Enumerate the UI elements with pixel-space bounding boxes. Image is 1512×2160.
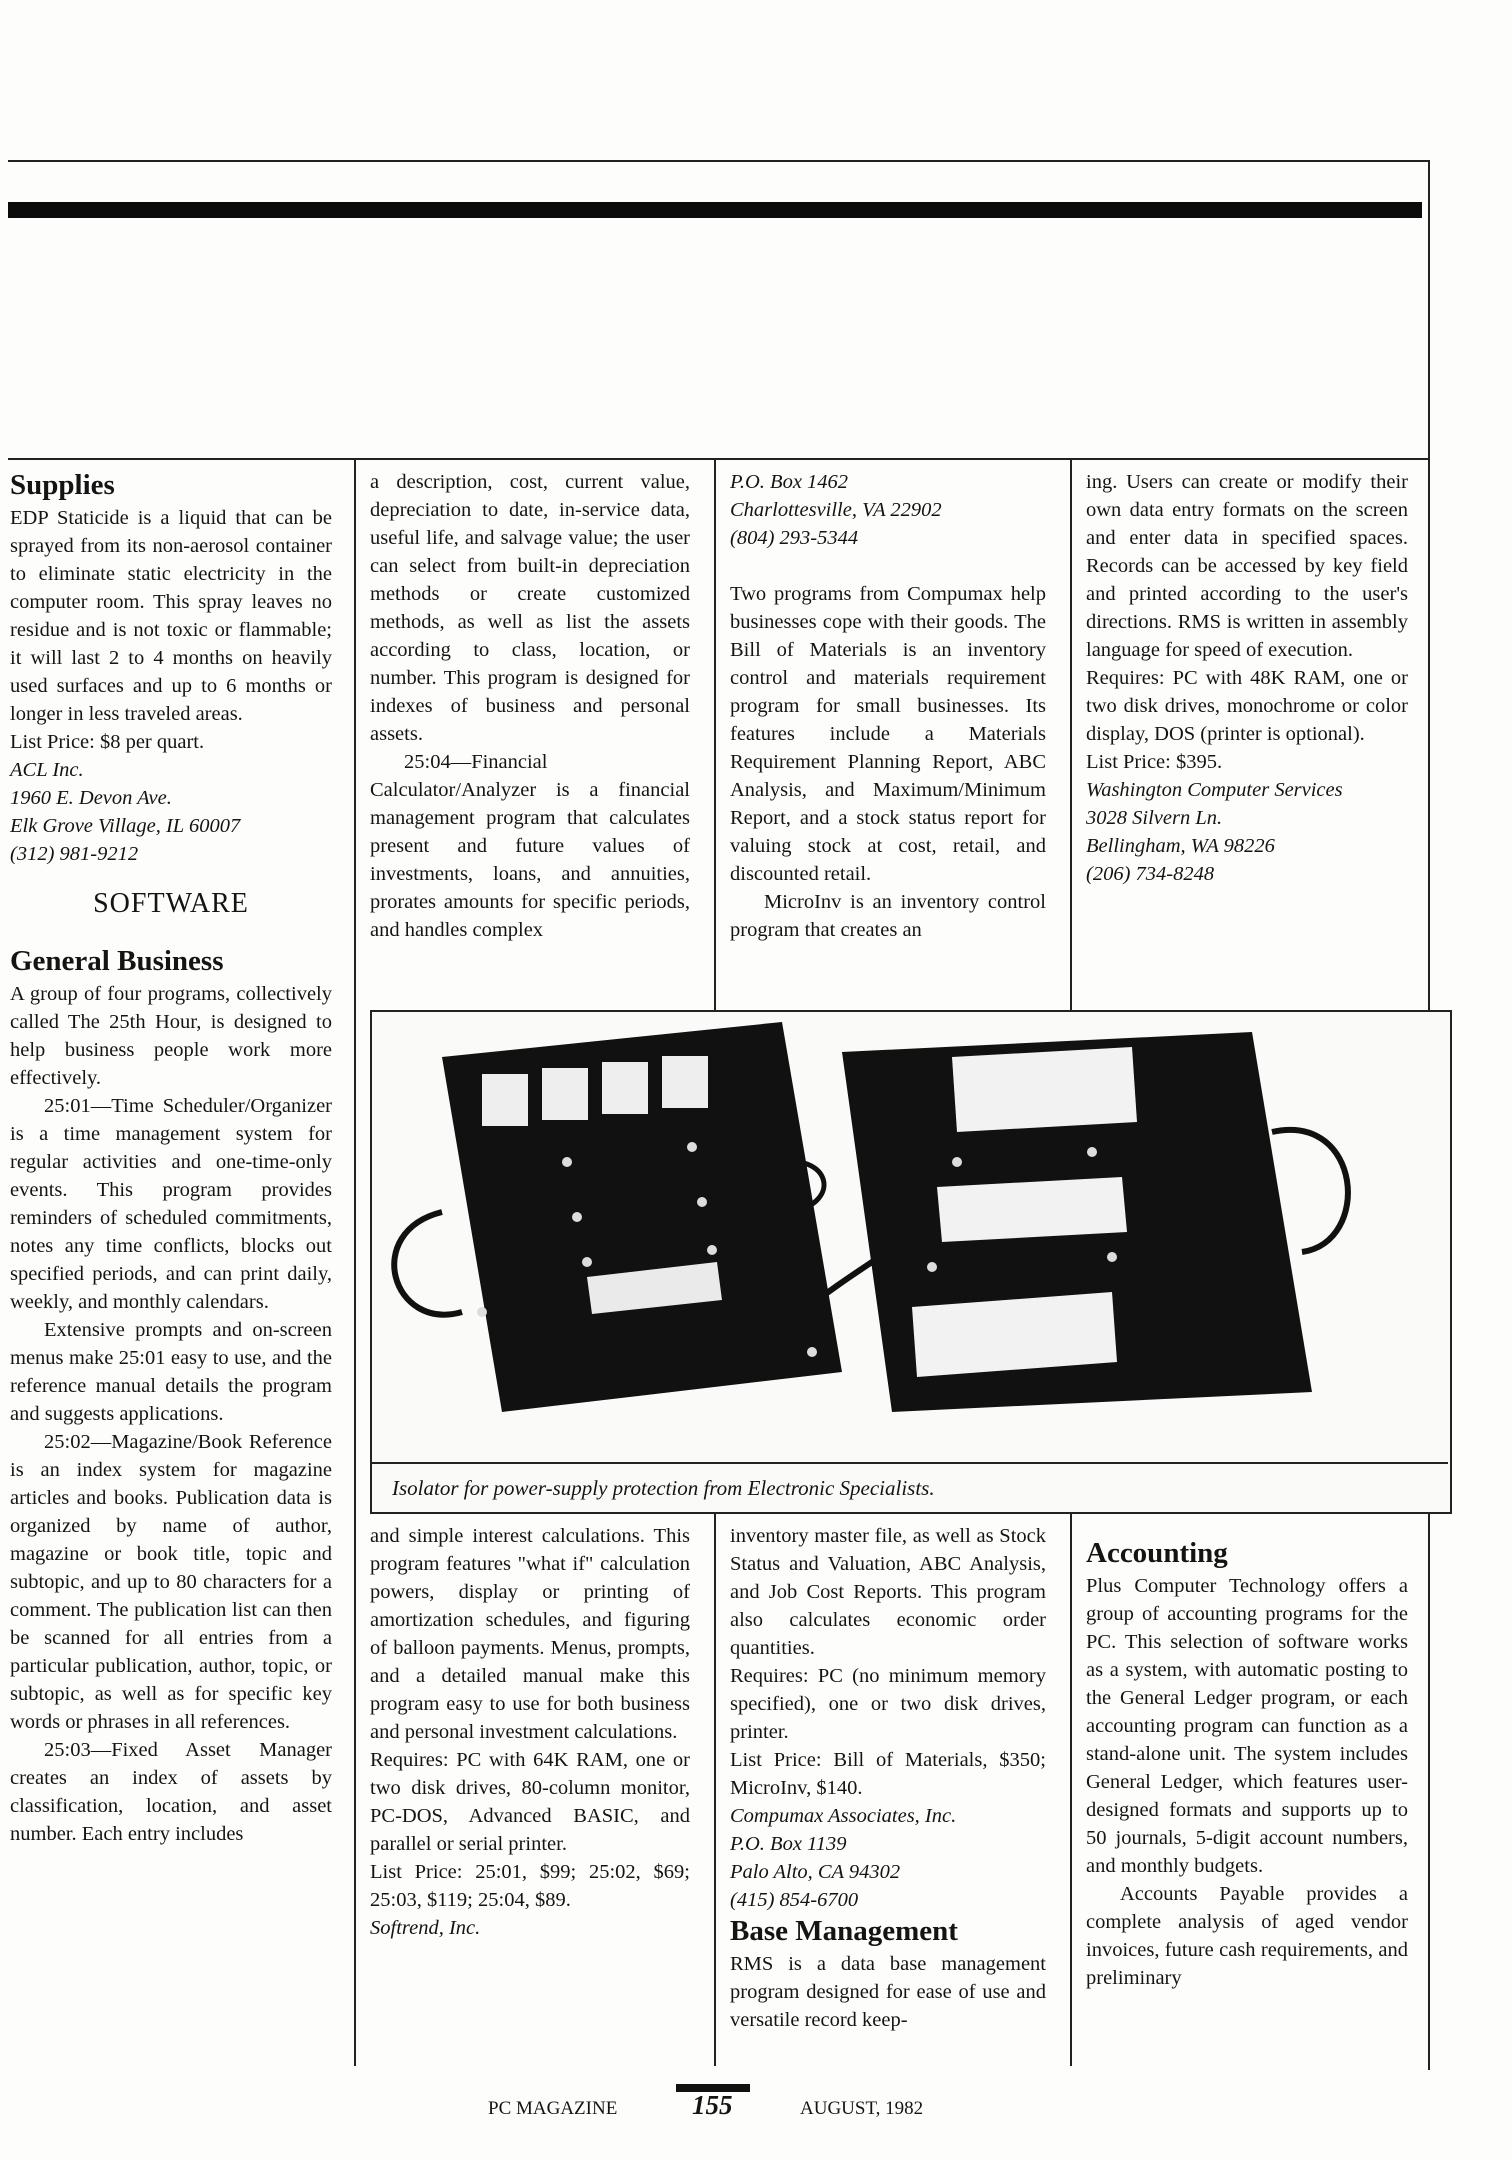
section-heading-accounting: Accounting: [1086, 1537, 1228, 1569]
price-compumax: List Price: Bill of Materials, $350; MicroInv, $140.: [730, 1749, 1046, 1799]
paragraph-asset-entry: a description, cost, current value, depreciation to date, in-service data, useful life, and salvage value; the user can select from built-in depreciation methods or create customized methods, as well as list the assets according to class, location, or number. This program is designed for indexes of business and personal assets.: [370, 471, 690, 745]
price-rms: List Price: $395.: [1086, 751, 1223, 773]
paragraph-accounts-payable: Accounts Payable provides a complete analysis of aged vendor invoices, future cash requirements, and preliminary: [1086, 1883, 1408, 1989]
divider-top: [8, 458, 1430, 460]
vendor-name-compumax: Compumax Associates, Inc.: [730, 1805, 957, 1827]
paragraph-compumax: Two programs from Compumax help businesses cope with their goods. The Bill of Materials is an inventory control and materials requirement program for small businesses. Its features include a Materials Requirement Planning Report, ABC Analysis, and Maximum/Minimum Report, and a stock status report for valuing stock at cost, retail, and discounted retail.: [730, 583, 1046, 885]
product-photo: [370, 1010, 1452, 1514]
vendor-phone-compumax: (415) 854-6700: [730, 1889, 859, 1911]
paragraph-25-04-continued: and simple interest calculations. This program features "what if" calculation powers, display or printing of amortization schedules, and figuring of balloon payments. Menus, prompts, and a detailed manual make this program easy to use for both business and personal investment calculations.: [370, 1525, 690, 1743]
paragraph-microinv: MicroInv is an inventory control program that creates an: [730, 891, 1046, 941]
paragraph-25-03: 25:03—Fixed Asset Manager creates an index of assets by classification, location, and asset number. Each entry includes: [10, 1739, 332, 1845]
paragraph-25-02: 25:02—Magazine/Book Reference is an index system for magazine articles and books. Publication data is organized by name of author, magazine or book title, topic and subtopic, and up to 80 characters for a comment. The publication list can then be scanned for all entries from a particular publication, author, topic, or subtopic, as well as for specific key words or phrases in all references.: [10, 1431, 332, 1733]
isolator-illustration: [372, 1012, 1450, 1464]
vendor-city-compumax: Palo Alto, CA 94302: [730, 1861, 901, 1883]
column-1: [10, 468, 332, 1848]
column-2-bottom: [370, 1522, 690, 1942]
vendor-pobox-compumax: P.O. Box 1139: [730, 1833, 847, 1855]
column-2-top: [370, 468, 690, 944]
vendor-name-washington: Washington Computer Services: [1086, 779, 1343, 801]
column-rule-1: [354, 458, 356, 2066]
paragraph-25-01-usage: Extensive prompts and on-screen menus make 25:01 easy to use, and the reference manual details the program and suggests applications.: [10, 1319, 332, 1425]
vendor-phone-washington: (206) 734-8248: [1086, 863, 1215, 885]
top-rule-bar: [8, 202, 1422, 218]
page-footer: [0, 2084, 1512, 2124]
requirements-rms: Requires: PC with 48K RAM, one or two disk drives, monochrome or color display, DOS (printer is optional).: [1086, 667, 1408, 745]
paragraph-rms-continued: ing. Users can create or modify their own data entry formats on the screen and enter data in specified spaces. Records can be accessed by key field and printed according to the user's directions. RMS is written in assembly language for speed of execution.: [1086, 471, 1408, 661]
footer-date: AUGUST, 1982: [800, 2098, 924, 2119]
vendor-name-softrend: Softrend, Inc.: [370, 1917, 481, 1939]
column-3-bottom: [730, 1522, 1046, 2034]
vendor-name-acl: ACL Inc.: [10, 759, 84, 781]
paragraph-staticide: EDP Staticide is a liquid that can be sprayed from its non-aerosol container to eliminate static electricity in the computer room. This spray leaves no residue and is not toxic or flammable; it will last 2 to 4 months on heavily used surfaces and up to 6 months or longer in less traveled areas.: [10, 507, 332, 725]
column-rule-2-top: [714, 458, 716, 1010]
column-4-top: [1086, 468, 1408, 888]
paragraph-plus-computer: Plus Computer Technology offers a group of accounting programs for the PC. This selection of software works as a system, with automatic posting to the General Ledger program, or each accounting program can function as a stand-alone unit. The system includes General Ledger, which features user-designed formats and supports up to 50 journals, 5-digit account numbers, and monthly budgets.: [1086, 1575, 1408, 1877]
isolator-unit-right: [802, 1032, 1348, 1412]
column-4-bottom: [1086, 1536, 1408, 1992]
vendor-city-softrend: Charlottesville, VA 22902: [730, 499, 942, 521]
column-3-top: [730, 468, 1046, 944]
vendor-city-acl: Elk Grove Village, IL 60007: [10, 815, 241, 837]
photo-caption: Isolator for power-supply protection from Electronic Specialists.: [370, 1462, 1448, 1510]
category-software: SOFTWARE: [93, 888, 249, 919]
footer-magazine: PC MAGAZINE: [488, 2098, 618, 2119]
column-rule-3-bottom: [1070, 1510, 1072, 2066]
requirements-25th-hour: Requires: PC with 64K RAM, one or two disk drives, 80-column monitor, PC-DOS, Advanced BASIC, and parallel or serial printer.: [370, 1749, 690, 1855]
paragraph-rms: RMS is a data base management program designed for ease of use and versatile record keep-: [730, 1953, 1046, 2031]
vendor-city-washington: Bellingham, WA 98226: [1086, 835, 1275, 857]
paragraph-25-04: 25:04—Financial Calculator/Analyzer is a financial management program that calculates present and future values of investments, loans, and annuities, prorates amounts for specific periods, and handles complex: [370, 751, 690, 941]
column-rule-2-bottom: [714, 1510, 716, 2066]
footer-page-number: 155: [692, 2090, 733, 2120]
vendor-address-acl: 1960 E. Devon Ave.: [10, 787, 172, 809]
vendor-phone-acl: (312) 981-9212: [10, 843, 139, 865]
paragraph-25th-hour: A group of four programs, collectively called The 25th Hour, is designed to help business people work more effectively.: [10, 983, 332, 1089]
paragraph-microinv-continued: inventory master file, as well as Stock Status and Valuation, ABC Analysis, and Job Cost Reports. This program also calculates economic order quantities.: [730, 1525, 1046, 1659]
price-staticide: List Price: $8 per quart.: [10, 731, 205, 753]
price-25th-hour: List Price: 25:01, $99; 25:02, $69; 25:03, $119; 25:04, $89.: [370, 1861, 690, 1911]
isolator-unit-left: [394, 1022, 842, 1412]
paragraph-25-01: 25:01—Time Scheduler/Organizer is a time management system for regular activities and one-time-only events. This program provides reminders of scheduled commitments, notes any time conflicts, blocks out specified periods, and can print daily, weekly, and monthly calendars.: [10, 1095, 332, 1313]
section-heading-supplies: Supplies: [10, 469, 115, 501]
requirements-compumax: Requires: PC (no minimum memory specified), one or two disk drives, printer.: [730, 1665, 1046, 1743]
section-heading-base-management: Base Management: [730, 1915, 958, 1947]
vendor-pobox-softrend: P.O. Box 1462: [730, 471, 849, 493]
vendor-phone-softrend: (804) 293-5344: [730, 527, 859, 549]
vendor-address-washington: 3028 Silvern Ln.: [1086, 807, 1223, 829]
column-rule-3-top: [1070, 458, 1072, 1010]
section-heading-general-business: General Business: [10, 945, 224, 977]
